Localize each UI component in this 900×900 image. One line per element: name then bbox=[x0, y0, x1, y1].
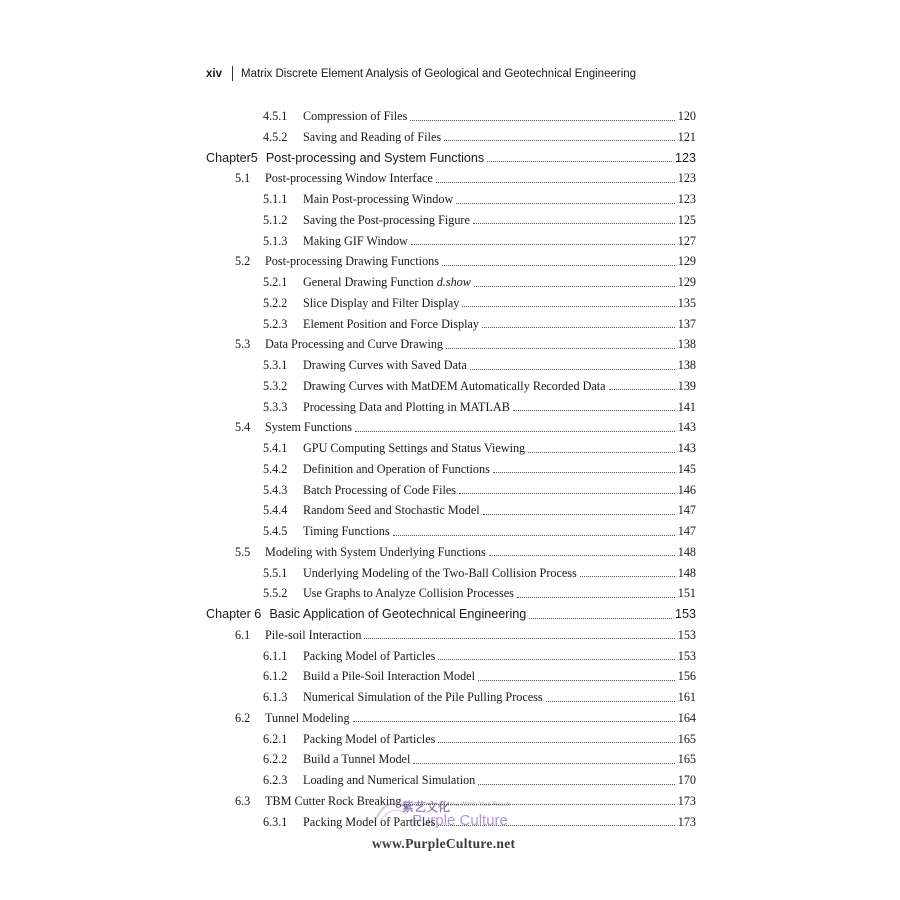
toc-entry-page-number: 129 bbox=[677, 254, 696, 269]
toc-dot-leader bbox=[513, 409, 675, 411]
toc-sub-entry bbox=[263, 687, 696, 708]
toc-entry-number: 5.2.2 bbox=[263, 295, 288, 310]
toc-entry-page-number: 173 bbox=[677, 814, 696, 829]
toc-entry-number: 5.5.2 bbox=[263, 586, 288, 601]
toc-sub-entry bbox=[263, 646, 696, 667]
toc-dot-leader bbox=[459, 492, 675, 494]
toc-entry-title-italic: d.show bbox=[436, 275, 471, 289]
toc-entry-number: 5.3.2 bbox=[263, 378, 288, 393]
toc-entry-number: 6.2.3 bbox=[263, 773, 288, 787]
toc-entry-title bbox=[265, 168, 433, 189]
toc-entry-title bbox=[303, 563, 577, 584]
toc-sub-entry bbox=[263, 812, 696, 833]
header-divider bbox=[232, 66, 233, 81]
toc-entry-title-text: Build a Pile-Soil Interaction Model bbox=[303, 669, 475, 684]
toc-entry-number: 6.2.1 bbox=[263, 731, 288, 746]
watermark-chinese-name: 紫艺文化 bbox=[402, 800, 451, 814]
toc-entry-page-number: 123 bbox=[677, 171, 696, 186]
toc-entry-title-text: Processing Data and Plotting in MATLAB bbox=[303, 399, 510, 414]
toc-entry-number: 5.4.2 bbox=[263, 461, 288, 476]
toc-entry-page-number: 129 bbox=[677, 275, 696, 289]
toc-dot-leader bbox=[438, 824, 674, 826]
toc-entry-number: 6.1.2 bbox=[263, 669, 288, 684]
toc-dot-leader bbox=[413, 762, 674, 764]
toc-dot-leader bbox=[546, 700, 675, 702]
toc-entry-title-text: Build a Tunnel Model bbox=[303, 752, 411, 767]
toc-entry-title-text: Loading and Numerical Simulation bbox=[303, 773, 476, 787]
toc-entry-title bbox=[303, 770, 475, 791]
toc-entry-title-text: Underlying Modeling of the Two-Ball Collision Process bbox=[303, 565, 577, 580]
toc-sub-entry bbox=[263, 231, 696, 252]
toc-sub-entry bbox=[263, 189, 696, 210]
toc-entry-title-text: Basic Application of Geotechnical Engineering bbox=[269, 607, 527, 621]
toc-dot-leader bbox=[517, 596, 675, 598]
toc-entry-number: 5.4.4 bbox=[263, 503, 288, 518]
toc-dot-leader bbox=[446, 347, 675, 349]
toc-entry-page-number: 120 bbox=[677, 109, 696, 123]
toc-entry-title bbox=[265, 251, 439, 272]
toc-entry-title bbox=[303, 583, 514, 604]
toc-entry-title-text: GPU Computing Settings and Status Viewing bbox=[303, 441, 526, 455]
toc-sub-entry bbox=[263, 438, 696, 459]
toc-dot-leader bbox=[609, 388, 675, 390]
toc-entry-title-text: Drawing Curves with Saved Data bbox=[303, 358, 467, 372]
toc-dot-leader bbox=[482, 326, 675, 328]
toc-entry-title-text: Packing Model of Particles bbox=[303, 814, 436, 829]
toc-section-entry bbox=[235, 791, 696, 812]
toc-dot-leader bbox=[442, 264, 675, 266]
toc-entry-number: 5.1 bbox=[235, 171, 251, 186]
toc-dot-leader bbox=[393, 534, 675, 536]
toc-entry-title bbox=[265, 417, 352, 438]
toc-entry-title bbox=[303, 127, 441, 148]
toc-section-entry bbox=[235, 251, 696, 272]
toc-sub-entry bbox=[263, 480, 696, 501]
toc-entry-page-number: 139 bbox=[677, 378, 696, 393]
toc-sub-entry bbox=[263, 210, 696, 231]
toc-entry-page-number: 153 bbox=[677, 648, 696, 663]
toc-entry-page-number: 148 bbox=[677, 544, 696, 559]
toc-entry-number: 5.3 bbox=[235, 337, 251, 352]
toc-dot-leader bbox=[493, 471, 675, 473]
watermark-tagline: A China Within Your Reach bbox=[438, 802, 511, 808]
toc-entry-number: 5.1.1 bbox=[263, 192, 288, 206]
toc-entry-title bbox=[303, 314, 479, 335]
toc-sub-entry bbox=[263, 500, 696, 521]
toc-entry-page-number: 164 bbox=[677, 710, 696, 725]
toc-entry-title-text: Packing Model of Particles bbox=[303, 731, 436, 746]
toc-sub-entry bbox=[263, 563, 696, 584]
toc-entry-title bbox=[265, 334, 443, 355]
toc-section-entry bbox=[235, 417, 696, 438]
toc-entry-title-text: Making GIF Window bbox=[303, 233, 408, 248]
toc-entry-number: 5.3.1 bbox=[263, 358, 288, 372]
toc-dot-leader bbox=[404, 803, 674, 805]
toc-entry-number: 6.3 bbox=[235, 793, 251, 808]
toc-entry-number: Chapter 6 bbox=[206, 607, 262, 621]
toc-entry-title bbox=[265, 542, 486, 563]
toc-sub-entry bbox=[263, 272, 696, 293]
toc-entry-number: 6.3.1 bbox=[263, 814, 288, 829]
toc-entry-title bbox=[303, 438, 525, 459]
toc-entry-title-text: Saving and Reading of Files bbox=[303, 129, 442, 144]
toc-chapter-entry bbox=[206, 148, 696, 169]
toc-entry-page-number: 165 bbox=[677, 731, 696, 746]
toc-dot-leader bbox=[444, 139, 675, 141]
toc-entry-title bbox=[303, 189, 453, 210]
toc-entry-title bbox=[303, 480, 456, 501]
toc-entry-page-number: 123 bbox=[674, 150, 696, 165]
toc-entry-title-text: TBM Cutter Rock Breaking bbox=[265, 793, 402, 808]
toc-entry-title bbox=[303, 376, 606, 397]
toc-entry-page-number: 156 bbox=[677, 669, 696, 684]
toc-entry-number: 5.2.3 bbox=[263, 316, 288, 331]
toc-entry-number: 5.1.2 bbox=[263, 212, 288, 227]
toc-entry-title bbox=[303, 521, 390, 542]
toc-entry-page-number: 148 bbox=[677, 565, 696, 580]
toc-dot-leader bbox=[364, 637, 674, 639]
toc-entry-page-number: 121 bbox=[677, 129, 696, 144]
toc-dot-leader bbox=[478, 679, 675, 681]
toc-section-entry bbox=[235, 168, 696, 189]
toc-entry-title bbox=[303, 500, 480, 521]
toc-sub-entry bbox=[263, 770, 696, 791]
toc-entry-page-number: 151 bbox=[677, 586, 696, 601]
toc-entry-number: Chapter5 bbox=[206, 150, 258, 165]
toc-entry-title-text: Saving the Post-processing Figure bbox=[303, 212, 470, 227]
toc-section-entry bbox=[235, 708, 696, 729]
toc-entry-title-text: Drawing Curves with MatDEM Automatically Recorded Data bbox=[303, 378, 606, 393]
toc-dot-leader bbox=[489, 554, 675, 556]
toc-sub-entry bbox=[263, 106, 696, 127]
toc-entry-page-number: 147 bbox=[677, 524, 696, 538]
header-page-number: xiv bbox=[206, 68, 222, 80]
toc-sub-entry bbox=[263, 314, 696, 335]
toc-entry-page-number: 146 bbox=[677, 482, 696, 497]
toc-entry-page-number: 165 bbox=[677, 752, 696, 767]
toc-entry-title-text: Use Graphs to Analyze Collision Processes bbox=[303, 586, 514, 601]
toc-entry-title bbox=[303, 210, 470, 231]
toc-entry-page-number: 125 bbox=[677, 212, 696, 227]
toc-dot-leader bbox=[355, 430, 675, 432]
toc-entry-title-text: Post-processing and System Functions bbox=[265, 150, 485, 165]
toc-dot-leader bbox=[529, 617, 672, 619]
toc-entry-title bbox=[303, 231, 408, 252]
toc-section-entry bbox=[235, 334, 696, 355]
toc-entry-title bbox=[303, 646, 435, 667]
toc-entry-number: 5.3.3 bbox=[263, 399, 288, 414]
toc-entry-title-text: Element Position and Force Display bbox=[303, 316, 480, 331]
toc-entry-title-text: Pile-soil Interaction bbox=[265, 627, 362, 642]
toc-entry-title bbox=[265, 708, 350, 729]
toc-sub-entry bbox=[263, 376, 696, 397]
toc-entry-number: 6.1.3 bbox=[263, 690, 288, 704]
toc-entry-number: 5.1.3 bbox=[263, 233, 288, 248]
toc-entry-title-text: Main Post-processing Window bbox=[303, 192, 454, 206]
toc-entry-title-text: Data Processing and Curve Drawing bbox=[265, 337, 444, 352]
toc-entry-title-text: Packing Model of Particles bbox=[303, 648, 436, 663]
toc-sub-entry bbox=[263, 666, 696, 687]
toc-dot-leader bbox=[487, 160, 672, 162]
toc-dot-leader bbox=[438, 741, 674, 743]
toc-entry-title bbox=[265, 625, 361, 646]
toc-entry-number: 4.5.1 bbox=[263, 109, 288, 123]
toc-dot-leader bbox=[473, 222, 675, 224]
toc-entry-title bbox=[303, 397, 510, 418]
toc-dot-leader bbox=[528, 451, 675, 453]
toc-entry-title bbox=[303, 729, 435, 750]
toc-entry-title bbox=[269, 604, 526, 625]
toc-entry-title bbox=[303, 272, 471, 293]
toc-entry-title bbox=[303, 106, 407, 127]
toc-entry-title bbox=[303, 355, 467, 376]
toc-entry-page-number: 161 bbox=[677, 690, 696, 704]
toc-entry-number: 4.5.2 bbox=[263, 129, 288, 144]
toc-dot-leader bbox=[353, 720, 675, 722]
toc-dot-leader bbox=[580, 575, 675, 577]
toc-entry-title-text: Post-processing Window Interface bbox=[265, 171, 433, 186]
toc-entry-number: 6.1.1 bbox=[263, 648, 288, 663]
toc-entry-title-text: Random Seed and Stochastic Model bbox=[303, 503, 480, 518]
watermark-brand: Purple Culture bbox=[412, 812, 508, 829]
toc-entry-title-text: Timing Functions bbox=[303, 524, 390, 538]
toc-entry-title bbox=[265, 791, 401, 812]
toc-entry-title bbox=[303, 687, 543, 708]
toc-sub-entry bbox=[263, 293, 696, 314]
toc-entry-page-number: 127 bbox=[677, 233, 696, 248]
toc-entry-title-text: Modeling with System Underlying Functions bbox=[265, 544, 486, 559]
toc-sub-entry bbox=[263, 729, 696, 750]
toc-entry-title-text: System Functions bbox=[265, 420, 353, 435]
toc-dot-leader bbox=[411, 243, 675, 245]
toc-entry-page-number: 145 bbox=[677, 461, 696, 476]
toc-sub-entry bbox=[263, 583, 696, 604]
toc-entry-title bbox=[303, 293, 459, 314]
toc-entry-title-text: Numerical Simulation of the Pile Pulling Process bbox=[303, 690, 543, 704]
toc-entry-title-text: Batch Processing of Code Files bbox=[303, 482, 457, 497]
toc-sub-entry bbox=[263, 459, 696, 480]
toc-dot-leader bbox=[478, 783, 674, 785]
toc-dot-leader bbox=[410, 119, 674, 121]
toc-entry-title bbox=[303, 812, 435, 833]
toc-entry-title bbox=[303, 459, 490, 480]
toc-entry-title-text: Slice Display and Filter Display bbox=[303, 295, 460, 310]
toc-entry-number: 6.1 bbox=[235, 627, 251, 642]
toc-entry-page-number: 138 bbox=[677, 337, 696, 352]
toc-sub-entry bbox=[263, 127, 696, 148]
toc-entry-title-text: Definition and Operation of Functions bbox=[303, 461, 490, 476]
toc-dot-leader bbox=[470, 368, 675, 370]
toc-entry-page-number: 123 bbox=[677, 192, 696, 206]
toc-entry-number: 5.5 bbox=[235, 544, 251, 559]
watermark-site-url: www.PurpleCulture.net bbox=[372, 836, 516, 851]
toc-dot-leader bbox=[436, 181, 675, 183]
toc-entry-number: 6.2 bbox=[235, 710, 251, 725]
toc-entry-title bbox=[303, 666, 475, 687]
toc-entry-number: 6.2.2 bbox=[263, 752, 288, 767]
toc-entry-page-number: 135 bbox=[677, 295, 696, 310]
toc-entry-title-text: Post-processing Drawing Functions bbox=[265, 254, 439, 269]
toc-section-entry bbox=[235, 625, 696, 646]
toc-entry-title-text: Tunnel Modeling bbox=[265, 710, 350, 725]
toc-sub-entry bbox=[263, 521, 696, 542]
toc-entry-page-number: 170 bbox=[677, 773, 696, 787]
toc-entry-number: 5.2 bbox=[235, 254, 251, 269]
toc-entry-title-text: Compression of Files bbox=[303, 109, 408, 123]
running-header bbox=[206, 64, 706, 84]
toc-entry-page-number: 143 bbox=[677, 441, 696, 455]
toc-entry-page-number: 147 bbox=[677, 503, 696, 518]
toc-entry-page-number: 141 bbox=[677, 399, 696, 414]
toc-entry-page-number: 138 bbox=[677, 358, 696, 372]
toc-entry-title-text: General Drawing Function bbox=[303, 275, 434, 289]
toc-section-entry bbox=[235, 542, 696, 563]
toc-entry-number: 5.4.5 bbox=[263, 524, 288, 538]
toc-sub-entry bbox=[263, 749, 696, 770]
toc-entry-title bbox=[303, 749, 410, 770]
toc-entry-page-number: 173 bbox=[677, 793, 696, 808]
toc-entry-page-number: 137 bbox=[677, 316, 696, 331]
toc-dot-leader bbox=[456, 202, 674, 204]
toc-entry-title bbox=[266, 148, 484, 169]
toc-sub-entry bbox=[263, 397, 696, 418]
toc-entry-number: 5.5.1 bbox=[263, 565, 288, 580]
toc-entry-page-number: 153 bbox=[674, 607, 696, 621]
toc-chapter-entry bbox=[206, 604, 696, 625]
toc-dot-leader bbox=[438, 658, 674, 660]
toc-dot-leader bbox=[474, 285, 675, 287]
toc-entry-page-number: 153 bbox=[677, 627, 696, 642]
toc-entry-number: 5.4 bbox=[235, 420, 251, 435]
toc-dot-leader bbox=[462, 305, 674, 307]
header-book-title: Matrix Discrete Element Analysis of Geological and Geotechnical Engineering bbox=[241, 68, 637, 80]
toc-sub-entry bbox=[263, 355, 696, 376]
toc-dot-leader bbox=[483, 513, 675, 515]
toc-entry-number: 5.4.3 bbox=[263, 482, 288, 497]
toc-entry-number: 5.4.1 bbox=[263, 441, 288, 455]
toc-entry-page-number: 143 bbox=[677, 420, 696, 435]
toc-entry-number: 5.2.1 bbox=[263, 275, 288, 289]
